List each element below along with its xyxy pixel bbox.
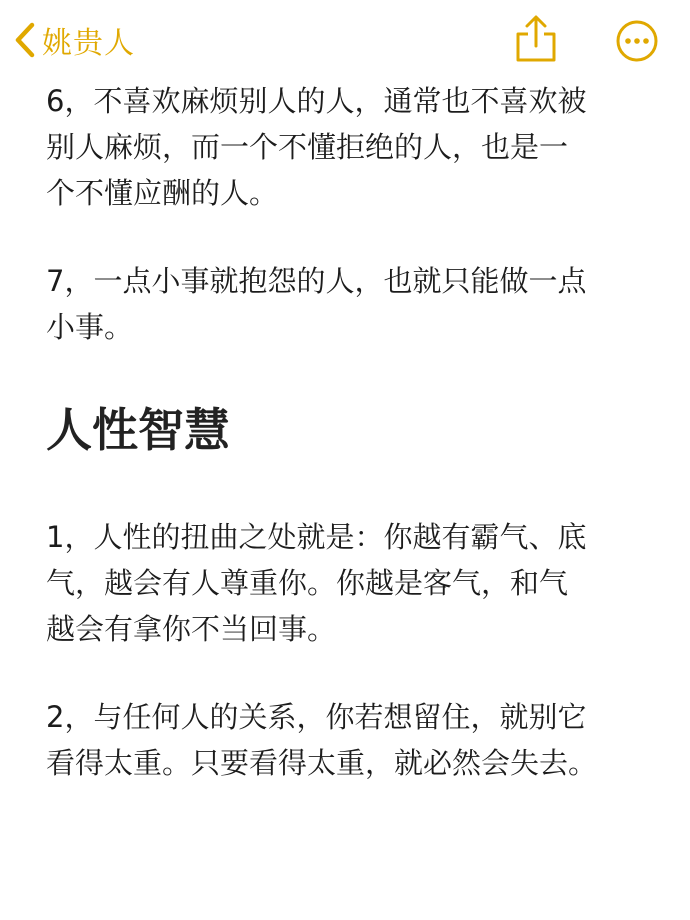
text-line: 个不懂应酬的人。 [46,176,279,210]
more-button[interactable] [616,20,658,62]
note-body[interactable] [46,78,646,786]
back-button[interactable] [14,18,135,62]
text-line: 气，越会有人尊重你。你越是客气，和气 [46,566,569,600]
share-button[interactable] [514,14,558,64]
paragraph-7 [46,258,646,350]
share-icon [514,49,558,68]
text-line: 2，与任何人的关系，你若想留住，就别它 [46,700,587,734]
text-line: 6，不喜欢麻烦别人的人，通常也不喜欢被 [46,84,587,118]
text-line: 越会有拿你不当回事。 [46,612,337,646]
section-heading: 人性智慧 [46,403,230,457]
back-label: 姚贵人 [42,26,135,61]
text-line: 小事。 [46,310,134,344]
paragraph-6 [46,78,646,216]
chevron-left-icon [14,22,36,58]
text-line: 7，一点小事就抱怨的人，也就只能做一点 [46,264,587,298]
text-line: 看得太重。只要看得太重，就必然会失去。 [46,746,598,780]
paragraph-1 [46,514,646,652]
text-line: 别人麻烦，而一个不懂拒绝的人，也是一 [46,130,569,164]
more-icon [616,47,658,66]
navigation-bar [0,0,690,80]
text-line: 1，人性的扭曲之处就是：你越有霸气、底 [46,520,587,554]
paragraph-2 [46,694,646,786]
